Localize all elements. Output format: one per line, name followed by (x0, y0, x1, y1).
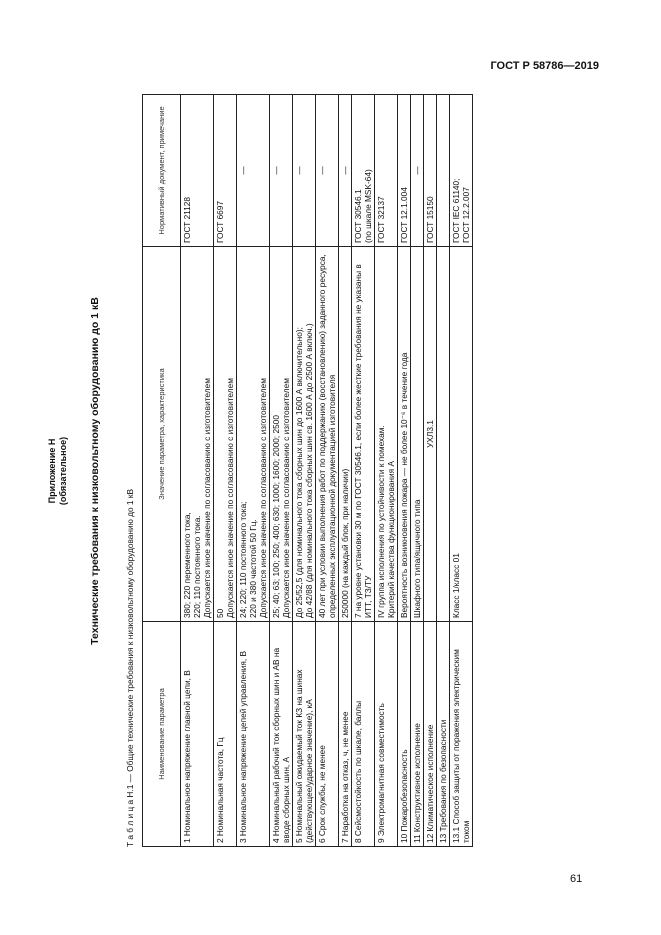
table-row (352, 95, 375, 847)
table-row (437, 95, 450, 847)
value-cell: 50 Допускается иное значение по согласованию с изготовителем (214, 247, 237, 622)
param-cell: 5 Номинальный ожидаемый ток КЗ на шинах (действующее/ударное значение), кА (293, 622, 316, 847)
value-cell: 380; 220 переменного тока, 220; 110 постоянного тока. Допускается иное значение по согласованию с изготовителем (181, 247, 214, 622)
table-row (424, 95, 437, 847)
table-row (398, 95, 411, 847)
value-cell: Шкафного типа/ящичного типа (411, 247, 424, 622)
appendix-title: Приложение Н (47, 438, 57, 504)
doc-cell: ГОСТ 6697 (214, 95, 237, 247)
table-row (214, 95, 237, 847)
param-cell: 10 Пожаробезопасность (398, 622, 411, 847)
table-row (339, 95, 352, 847)
value-cell: 25; 40; 63; 100; 250; 400; 630; 1000; 1600; 2000; 2500 Допускается иное значение по согласованию с изготовителем (270, 247, 293, 622)
appendix-heading (47, 95, 69, 847)
param-cell: 3 Номинальное напряжение цепей управления, В (237, 622, 270, 847)
rotated-content (47, 95, 587, 847)
value-cell: УХЛ3.1 (424, 247, 437, 622)
table-row (237, 95, 270, 847)
table-row (270, 95, 293, 847)
doc-cell: ГОСТ 21128 (181, 95, 214, 247)
param-cell: 11 Конструктивное исполнение (411, 622, 424, 847)
page-number: 61 (570, 873, 583, 885)
standard-number: ГОСТ Р 58786—2019 (490, 60, 599, 72)
param-cell: 2 Номинальная частота, Гц (214, 622, 237, 847)
doc-cell: — (316, 95, 339, 247)
table-row (316, 95, 339, 847)
doc-cell: — (293, 95, 316, 247)
table-row (411, 95, 424, 847)
doc-cell: ГОСТ IEC 61140; ГОСТ 12.2.007 (450, 95, 473, 247)
param-cell: 9 Электромагнитная совместимость (375, 622, 398, 847)
value-cell (437, 247, 450, 622)
doc-cell: — (237, 95, 270, 247)
table-row (375, 95, 398, 847)
doc-cell (437, 95, 450, 247)
doc-cell: ГОСТ 30546.1 (по шкале MSK-64) (352, 95, 375, 247)
param-cell: 1 Номинальное напряжение главной цепи, В (181, 622, 214, 847)
doc-cell: ГОСТ 15150 (424, 95, 437, 247)
value-cell: Вероятность возникновения пожара — не более 10⁻⁶ в течение года (398, 247, 411, 622)
header-parameter: Наименование параметра (143, 622, 181, 847)
value-cell: До 25/52,5 (для номинального тока сборных шин до 1600 А включительно); До 42/88 (для номинального тока сборных шин св. 1600 А до 2500 А включ.) (293, 247, 316, 622)
section-title: Технические требования к низковольтному оборудованию до 1 кВ (89, 297, 101, 645)
table-caption: Т а б л и ц а Н.1 — Общие технические требования к низковольтному оборудованию до 1 кВ (125, 489, 135, 847)
param-cell: 8 Сейсмостойкость по шкале, баллы (352, 622, 375, 847)
param-cell: 6 Срок службы, не менее (316, 622, 339, 847)
appendix-subtitle: (обязательное) (58, 436, 68, 506)
header-document: Нормативный документ, примечание (143, 95, 181, 247)
param-cell: 12 Климатическое исполнение (424, 622, 437, 847)
value-cell: IV группа исполнения по устойчивости к помехам. Критерий качества функционирования А (375, 247, 398, 622)
doc-cell: — (270, 95, 293, 247)
table-row (450, 95, 473, 847)
param-cell: 13 Требования по безопасности (437, 622, 450, 847)
value-cell: 40 лет при условии выполнения работ по поддержанию (восстановлению) заданного ресурса, определенных эксплуатационной документацией изготовителя (316, 247, 339, 622)
requirements-table (142, 94, 473, 847)
doc-cell: — (411, 95, 424, 247)
doc-cell: ГОСТ 12.1.004 (398, 95, 411, 247)
value-cell: 7 на уровне установки 30 м по ГОСТ 30546.1, если более жесткие требования не указаны в ИТТ, ТЗ/ТУ (352, 247, 375, 622)
table-row (293, 95, 316, 847)
value-cell: 24; 220; 110 постоянного тока; 220 и 380 частотой 50 Гц. Допускается иное значение по согласованию с изготовителем (237, 247, 270, 622)
param-cell: 7 Наработка на отказ, ч, не менее (339, 622, 352, 847)
doc-cell: ГОСТ 32137 (375, 95, 398, 247)
header-value: Значение параметра, характеристика (143, 247, 181, 622)
table-row (181, 95, 214, 847)
param-cell: 4 Номинальный рабочий ток сборных шин и АВ на вводе сборных шин, А (270, 622, 293, 847)
table-header-row (143, 95, 181, 847)
value-cell: Класс 1/класс 01 (450, 247, 473, 622)
value-cell: 250000 (на каждый блок, при наличии) (339, 247, 352, 622)
doc-cell: — (339, 95, 352, 247)
param-cell: 13.1 Способ защиты от поражения электрическим током (450, 622, 473, 847)
